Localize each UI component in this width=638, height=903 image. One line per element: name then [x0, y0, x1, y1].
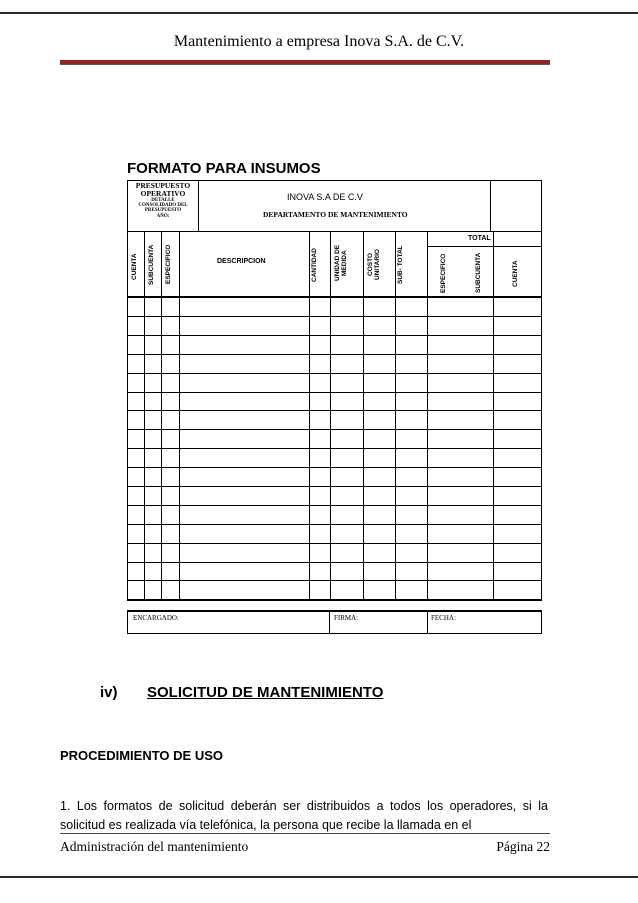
- grid-bottom-line: [127, 600, 542, 601]
- col-descripcion-label: DESCRIPCION: [217, 258, 266, 265]
- total-group-line: [427, 246, 542, 247]
- col-subcuenta-label: SUBCUENTA: [148, 244, 155, 286]
- grid-col-line: [309, 231, 310, 600]
- grid-row-line: [127, 524, 542, 525]
- company-name: INOVA S.A DE C.V: [287, 192, 363, 202]
- grid-col-line: [161, 231, 162, 600]
- col-total-subcuenta-label: SUBCUENTA: [475, 252, 482, 294]
- grid-col-line: [427, 231, 428, 600]
- presupuesto-line3: DETALLE: [151, 197, 175, 203]
- footer-rule: [60, 833, 550, 834]
- form-title: FORMATO PARA INSUMOS: [127, 160, 321, 177]
- grid-row-line: [127, 410, 542, 411]
- presupuesto-line2: OPERATIVO: [140, 188, 186, 198]
- header-rule: [60, 60, 550, 65]
- presupuesto-line4: CONSOLIDADO DEL: [138, 203, 188, 208]
- col-subtotal-label: SUB- TOTAL: [397, 245, 404, 285]
- grid-row-line: [127, 448, 542, 449]
- section-number: iv): [100, 684, 118, 701]
- grid-col-line: [127, 231, 128, 600]
- grid-row-line: [127, 392, 542, 393]
- presupuesto-label: [127, 182, 199, 219]
- encargado-label: ENCARGADO:: [133, 614, 179, 622]
- page-header-title: Mantenimiento a empresa Inova S.A. de C.V.: [173, 33, 465, 50]
- grid-col-line: [395, 231, 396, 600]
- procedure-paragraph: 1. Los formatos de solicitud deberán ser distribuidos a todos los operadores, si la solicitud es realizada vía telefónica, la persona que recibe la llamada en el: [60, 799, 548, 832]
- grid-row-line: [127, 335, 542, 336]
- grid-col-line: [541, 231, 542, 600]
- grid-row-line: [127, 316, 542, 317]
- procedure-heading: PROCEDIMIENTO DE USO: [60, 748, 224, 763]
- col-unidad-label: UNIDAD DE MEDIDA: [334, 244, 349, 282]
- company-box: [198, 180, 491, 232]
- grid-col-line: [493, 231, 494, 600]
- top-frame-line: [0, 12, 638, 14]
- signature-divider-1: [329, 610, 330, 634]
- col-total-cuenta-label: CUENTA: [512, 260, 519, 288]
- bottom-frame-line: [0, 876, 638, 878]
- col-total-especifico-label: ESPECIFICO: [440, 253, 447, 293]
- grid-row-line: [127, 467, 542, 468]
- grid-row-line: [127, 543, 542, 544]
- grid-row-line: [127, 505, 542, 506]
- grid-col-line: [144, 231, 145, 600]
- right-empty-box: [490, 180, 542, 232]
- insumos-form: [127, 180, 542, 636]
- grid-row-line: [127, 429, 542, 430]
- col-especifico-label: ESPECIFICO: [165, 244, 172, 284]
- presupuesto-line1: PRESUPUESTO: [135, 181, 191, 190]
- grid-row-line: [127, 580, 542, 581]
- department-name: DEPARTAMENTO DE MANTENIMIENTO: [263, 210, 408, 219]
- grid-row-line: [127, 297, 542, 298]
- section-title: SOLICITUD DE MANTENIMIENTO: [147, 684, 384, 701]
- grid-col-line: [179, 231, 180, 600]
- fecha-label: FECHA:: [431, 614, 456, 622]
- grid-row-line: [127, 354, 542, 355]
- presupuesto-line5: PRESUPUESTO: [144, 208, 182, 214]
- signature-divider-2: [427, 610, 428, 634]
- presupuesto-line6: AÑO:: [156, 213, 170, 219]
- section-heading: [100, 684, 383, 701]
- firma-label: FIRMA:: [334, 614, 359, 622]
- col-costo-label: COSTO UNITARIO: [367, 249, 382, 281]
- grid-row-line: [127, 562, 542, 563]
- page-footer-left: Administración del mantenimiento: [60, 839, 249, 854]
- grid-row-line: [127, 486, 542, 487]
- grid-row-line: [127, 373, 542, 374]
- col-total-label: TOTAL: [468, 235, 491, 242]
- col-cantidad-label: CANTIDAD: [311, 248, 318, 282]
- col-cuenta-label: CUENTA: [131, 253, 138, 281]
- grid-col-line: [363, 231, 364, 600]
- grid-col-line: [330, 231, 331, 600]
- page-number: Página 22: [496, 839, 550, 854]
